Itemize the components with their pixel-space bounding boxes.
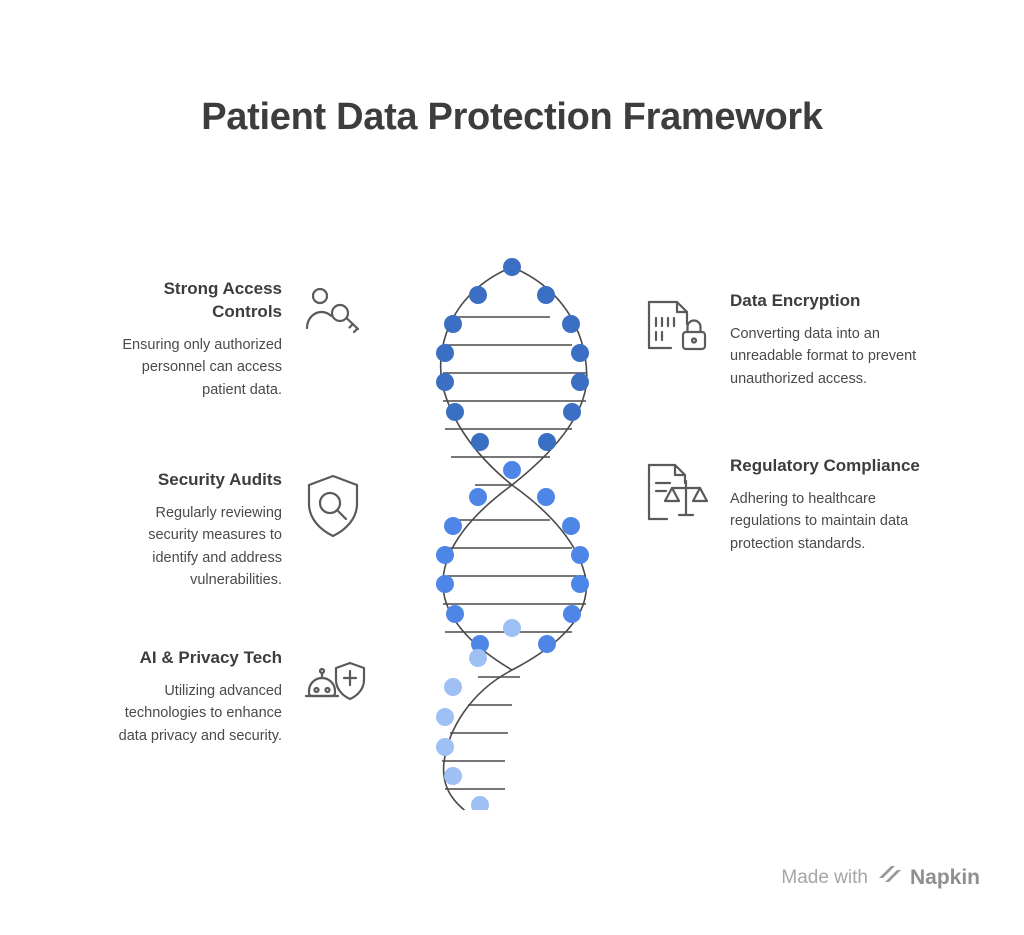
item-title: Strong Access Controls xyxy=(163,279,282,321)
shield-magnifier-icon xyxy=(296,469,370,543)
item-description: Ensuring only authorized personnel can access patient data. xyxy=(122,336,282,398)
item-data-encryption xyxy=(640,290,924,390)
document-scales-icon xyxy=(640,455,714,529)
made-with-napkin-badge xyxy=(781,865,980,891)
page-title: Patient Data Protection Framework xyxy=(201,96,823,138)
dna-helix-graphic xyxy=(400,240,630,815)
item-title: AI & Privacy Tech xyxy=(139,648,282,667)
item-text-block xyxy=(106,647,282,747)
item-text-block xyxy=(730,290,924,390)
item-title: Data Encryption xyxy=(730,291,861,310)
binary-lock-icon xyxy=(640,290,714,364)
item-description: Adhering to healthcare regulations to maintain data protection standards. xyxy=(730,490,909,552)
item-description: Regularly reviewing security measures to identify and address vulnerabilities. xyxy=(148,504,282,589)
item-regulatory-compliance xyxy=(640,455,924,555)
item-security-audits xyxy=(106,469,370,592)
item-title: Regulatory Compliance xyxy=(730,456,920,475)
item-description: Utilizing advanced technologies to enhance data privacy and security. xyxy=(118,682,282,744)
item-text-block xyxy=(106,278,282,401)
napkin-brand-label: Napkin xyxy=(909,866,980,889)
item-ai-privacy-tech xyxy=(106,647,370,747)
item-description: Converting data into an unreadable format to prevent unauthorized access. xyxy=(730,325,917,387)
item-title: Security Audits xyxy=(157,470,282,489)
item-strong-access-controls xyxy=(106,278,370,401)
item-text-block xyxy=(730,455,924,555)
made-with-label: Made with xyxy=(781,867,868,888)
item-text-block xyxy=(106,469,282,592)
person-key-icon xyxy=(296,278,370,352)
robot-shield-icon xyxy=(296,647,370,721)
napkin-logo-icon xyxy=(877,865,901,891)
